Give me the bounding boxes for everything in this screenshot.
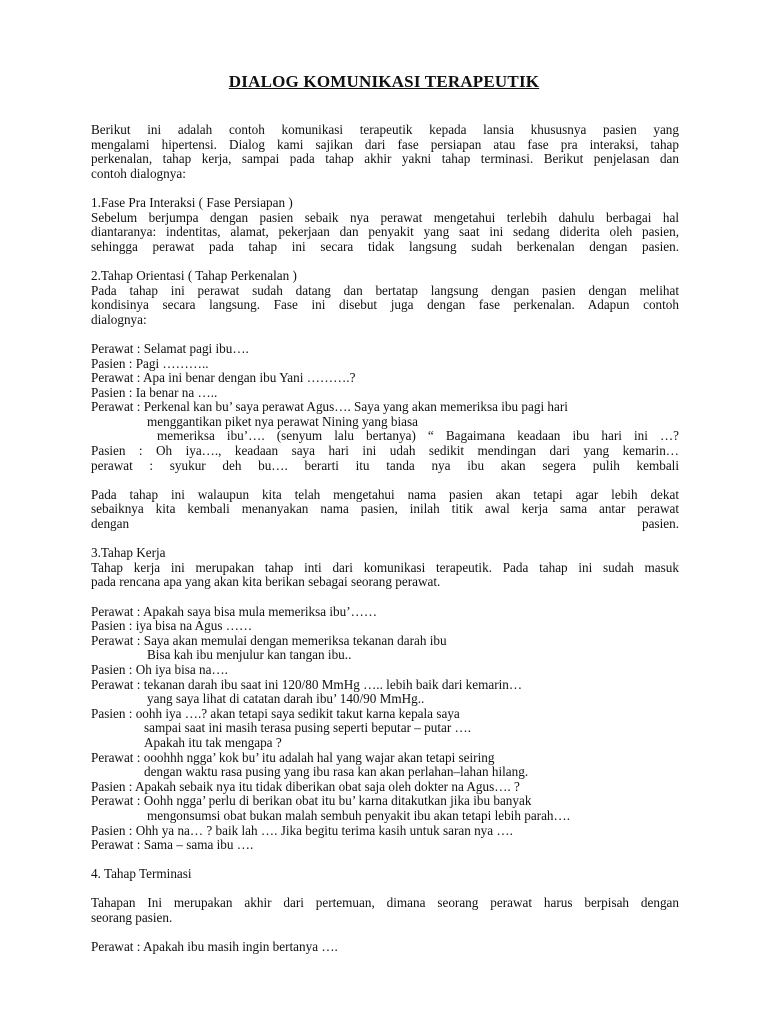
text-line: Pada tahap ini perawat sudah datang dan bertatap langsung dengan pasien dengan melihat [91,282,679,298]
text-line [91,517,679,532]
dialog-line: sampai saat ini masih terasa pusing seperti beputar – putar …. [144,720,472,736]
dialog-line: Perawat : Oohh ngga’ perlu di berikan obat itu bu’ karna ditakutkan jika ibu banyak [91,793,532,809]
dialog-line: Perawat : Apa ini benar dengan ibu Yani ……….? [91,370,356,386]
section-4 [91,896,679,925]
dialog-line: Pasien : Ohh ya na… ? baik lah …. Jika begitu terima kasih untuk saran nya …. [91,822,513,838]
dialog-line: Perawat : Selamat pagi ibu…. [91,340,249,356]
text-line: Tahap kerja ini merupakan tahap inti dari komunikasi terapeutik. Pada tahap ini sudah masuk [91,559,679,575]
section-4-heading-block [91,867,679,882]
dialog-line: menggantikan piket nya perawat Nining yang biasa [147,413,418,429]
document-title: DIALOG KOMUNIKASI TERAPEUTIK [228,72,540,91]
dialog-line: perawat : syukur deh bu…. berarti itu tanda nya ibu akan segera pulih kembali [91,457,679,473]
section-heading: 2.Tahap Orientasi ( Tahap Perkenalan ) [91,267,297,283]
document-body [91,123,679,969]
text-line: sehingga perawat pada tahap ini secara tidak langsung sudah berkenalan dengan pasien. [91,238,679,254]
text-word: dengan [91,516,130,532]
text-line: diantaranya: indentitas, alamat, pekerjaan dan penyakit yang saat ini sedang diderita oleh pasien, [91,224,679,240]
dialog-line: Apakah itu tak mengapa ? [144,734,282,750]
dialog-line: Perawat : Apakah ibu masih ingin bertanya …. [91,939,338,955]
section-1 [91,196,679,254]
section-heading: 4. Tahap Terminasi [91,866,192,882]
dialog-line: Perawat : Saya akan memulai dengan memeriksa tekanan darah ibu [91,632,447,648]
text-line: seorang pasien. [91,910,173,926]
text-line: Berikut ini adalah contoh komunikasi terapeutik kepada lansia khususnya pasien yang [91,122,679,137]
text-line: dialognya: [91,311,147,327]
dialog-line: Pasien : oohh iya ….? akan tetapi saya sedikit takut karna kepala saya [91,705,460,721]
text-line: Tahapan Ini merupakan akhir dari pertemuan, dimana seorang perawat harus berpisah dengan [91,895,679,911]
text-line: pada rencana apa yang akan kita berikan sebagai seorang perawat. [91,574,441,590]
dialog-line: memeriksa ibu’…. (senyum lalu bertanya) “ Bagaimana keadaan ibu hari ini …? [157,428,679,444]
section-2-closing [91,488,679,532]
text-line: kondisinya secara langsung. Fase ini disebut juga dengan fase perkenalan. Adapun contoh [91,297,679,313]
section-2 [91,269,679,327]
text-word: pasien. [642,516,679,532]
dialog-line: Pasien : Apakah sebaik nya itu tidak diberikan obat saja oleh dokter na Agus…. ? [91,778,520,794]
dialog-kerja [91,605,679,853]
section-heading: 3.Tahap Kerja [91,545,166,561]
dialog-line: Pasien : Oh iya…., keadaan saya hari ini udah sedikit mendingan dari yang kemarin… [91,443,679,459]
dialog-terminasi [91,940,679,955]
dialog-line: yang saya lihat di catatan darah ibu’ 140/90 MmHg.. [147,691,425,707]
text-line: Sebelum berjumpa dengan pasien sebaik nya perawat mengetahui terlebih dahulu berbagai hal [91,209,679,225]
section-3 [91,546,679,590]
dialog-line: mengonsumsi obat bukan malah sembuh penyakit ibu akan tetapi lebih parah…. [147,807,570,823]
dialog-line: Perawat : Perkenal kan bu’ saya perawat Agus…. Saya yang akan memeriksa ibu pagi hari [91,399,568,415]
text-line: mengalami hipertensi. Dialog kami sajikan dari fase persiapan atau fase pra interaksi, tahap [91,136,679,152]
dialog-orientasi [91,342,679,473]
text-line: perkenalan, tahap kerja, sampai pada tahap akhir yakni tahap terminasi. Berikut penjelasan dan [91,151,679,167]
dialog-line: Pasien : iya bisa na Agus …… [91,618,253,634]
dialog-line: Perawat : Sama – sama ibu …. [91,837,254,853]
dialog-line: Perawat : ooohhh ngga’ kok bu’ itu adalah hal yang wajar akan tetapi seiring [91,749,495,765]
dialog-line: Pasien : Ia benar na ….. [91,384,218,400]
dialog-line: Bisa kah ibu menjulur kan tangan ibu.. [147,647,352,663]
text-line: Pada tahap ini walaupun kita telah mengetahui nama pasien akan tetapi agar lebih dekat [91,486,679,502]
dialog-line: Perawat : Apakah saya bisa mula memeriksa ibu’…… [91,603,378,619]
dialog-line: dengan waktu rasa pusing yang ibu rasa kan akan perlahan–lahan hilang. [144,764,529,780]
text-line: sebaiknya kita kembali menanyakan nama pasien, inilah titik awal kerja sama antar perawat [91,501,679,517]
text-line: contoh dialognya: [91,165,186,181]
dialog-line: Perawat : tekanan darah ibu saat ini 120/80 MmHg ….. lebih baik dari kemarin… [91,676,523,692]
intro-paragraph [91,123,679,181]
dialog-line: Pasien : Oh iya bisa na…. [91,661,228,677]
dialog-line: Pasien : Pagi ……….. [91,355,209,371]
section-heading: 1.Fase Pra Interaksi ( Fase Persiapan ) [91,194,293,210]
